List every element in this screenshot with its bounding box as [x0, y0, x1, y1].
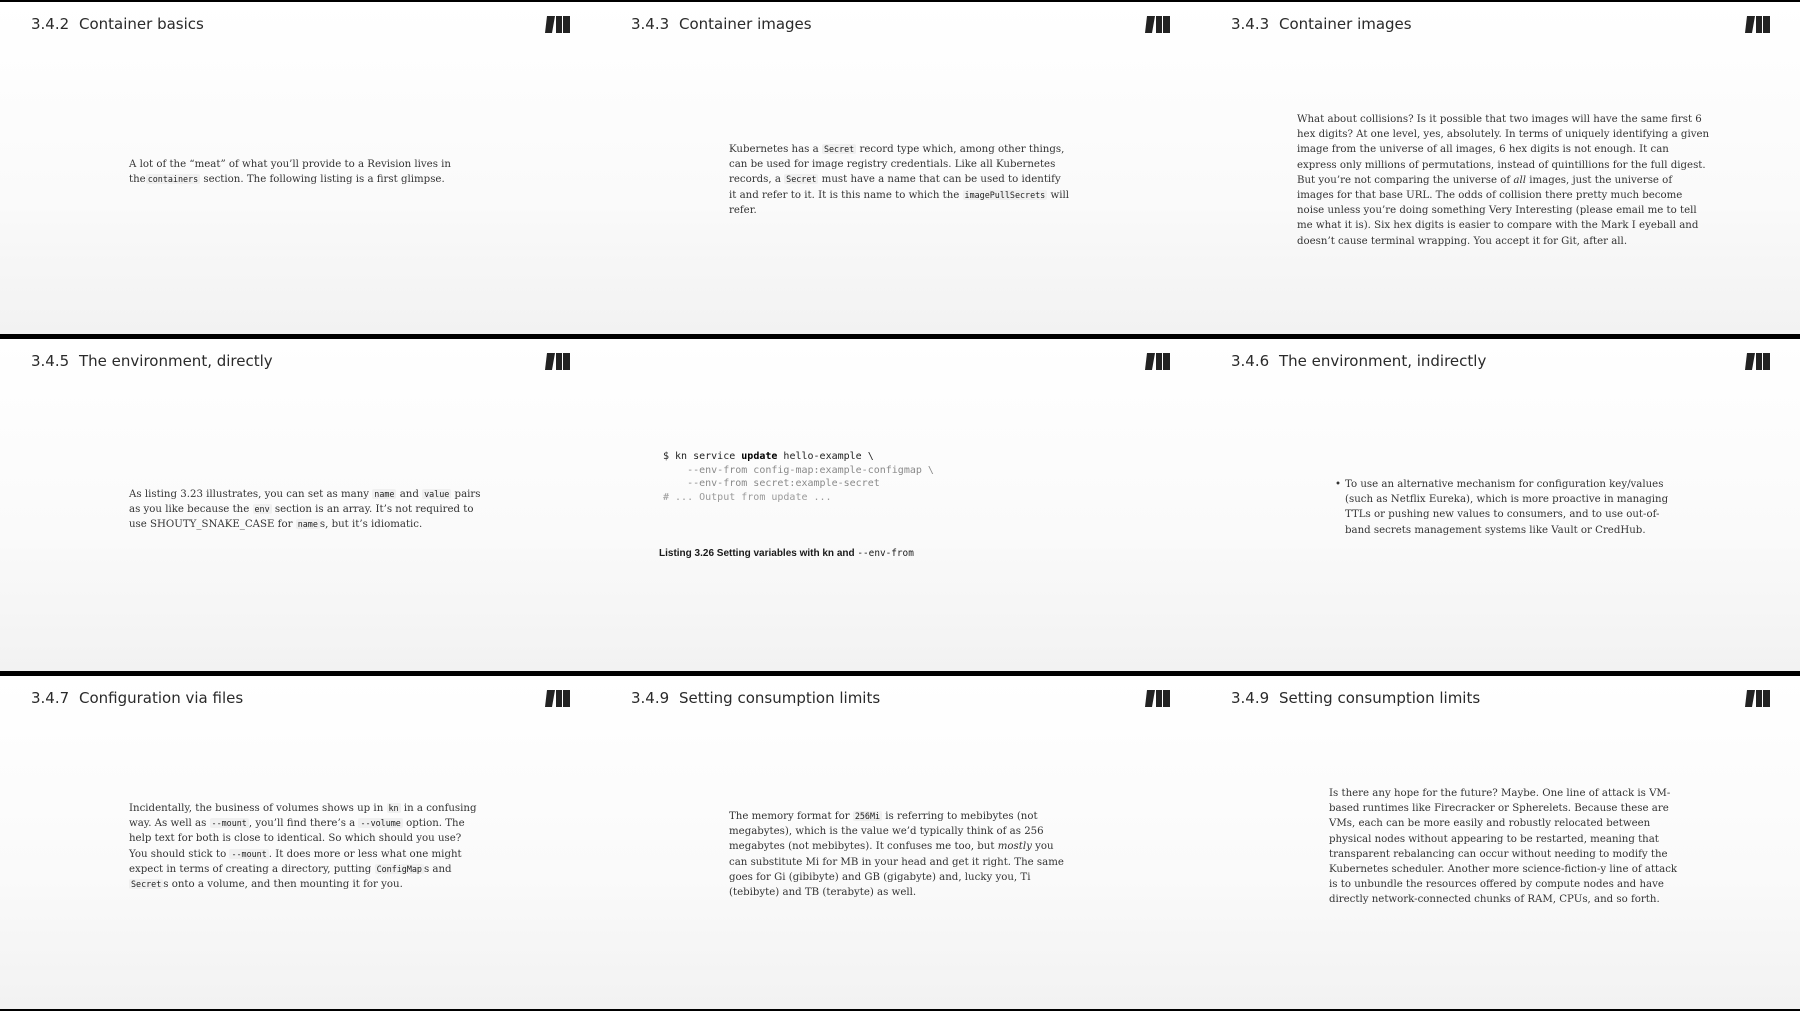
slide-panel-7: [0, 676, 600, 1009]
section-heading: [631, 689, 880, 707]
section-title: Container basics: [79, 15, 204, 33]
text-run: will refer.: [729, 189, 1069, 216]
text-run: s and: [423, 863, 452, 875]
listing-caption: [659, 548, 914, 559]
text-run: What about collisions? Is it possible that two images will have the same first 6 hex digits? At one level, yes, absolutely. In terms of uniquely identifying a given image from the universe of all images, 6 hex digits is not enough. It can express only millions of permutations, instead of quintillions for the full digest. But you’re not comparing the universe of: [1297, 114, 1710, 186]
slide-panel-5: [600, 339, 1200, 671]
code-line: --env-from config-map:example-configmap \: [663, 464, 934, 476]
text-run: . It does more or less what one might expect in terms of creating a directory, putting: [129, 848, 462, 875]
inline-code: Secret: [823, 144, 855, 154]
inline-code: Secret: [131, 879, 162, 890]
text-run: images, just the universe of images for that base URL. The odds of collision there pretty much become noise unless you’re doing something Very Interesting (please email me to tell me what it is). Six hex digits is easier to compare with the Mark I eyeball and doesn’t cause terminal wrapping. You accept it for Git, after all.: [1297, 174, 1699, 247]
book-logo-icon: [545, 15, 571, 34]
section-title: Container images: [1279, 15, 1412, 33]
section-number: 3.4.7: [31, 689, 70, 707]
section-number: 3.4.5: [31, 352, 70, 370]
text-run: The memory format for: [729, 811, 853, 822]
inline-code: name: [297, 519, 318, 530]
text-run: , you’ll find there’s a: [248, 818, 359, 830]
inline-code: name: [374, 489, 395, 499]
text-run: Incidentally, the business of volumes shows up in: [129, 803, 387, 814]
inline-code: env: [254, 504, 270, 515]
section-number: 3.4.9: [1231, 689, 1270, 707]
list-item: • To use an alternative mechanism for configuration key/values (such as Netflix Eureka), which is more proactive in managing TTLs or pushing new values to consumers, and to use out-of-band secrets management systems like Vault or CredHub.: [1345, 477, 1675, 538]
body-paragraph: [1297, 112, 1711, 249]
book-logo-icon: [1745, 352, 1771, 371]
text-run: Is there any hope for the future? Maybe. One line of attack is VM-based runtimes like Firecracker or Spherelets. Because these are VMs, each can be more easily and robustly relocated between physical nodes without appearing to be restarted, meaning that transparent rebalancing can occur without needing to modify the Kubernetes scheduler. Another more science-fiction-y line of attack is to unbundle the resources offered by compute nodes and have directly network-connected chunks of RAM, CPUs, and so forth.: [1329, 788, 1678, 906]
section-number: 3.4.6: [1231, 352, 1270, 370]
section-number: 3.4.9: [631, 689, 670, 707]
inline-code: --volume: [360, 818, 401, 829]
inline-code: value: [424, 489, 450, 499]
body-paragraph: [129, 157, 459, 187]
inline-code: 256Mi: [854, 811, 881, 821]
book-logo-icon: [1145, 352, 1171, 371]
book-logo-icon: [545, 689, 571, 708]
text-run: option. The help text for both is close to identical. So which should you use? You should stick to: [129, 818, 465, 860]
text-run: must have a name that can be used to identify it and refer to it. It is this name to which the: [729, 174, 1061, 201]
text-run: Kubernetes has a: [729, 144, 822, 155]
book-logo-icon: [1145, 15, 1171, 34]
section-heading: [31, 689, 243, 707]
text-run: s onto a volume, and then mounting it for you.: [163, 879, 403, 891]
slide-panel-4: [0, 339, 600, 671]
text-run: you can substitute Mi for MB in your head and get it right. The same goes for Gi (gibibyte) and GB (gigabyte) and, lucky you, Ti (tebibyte) and TB (terabyte) as well.: [729, 841, 1064, 899]
section-heading: [31, 352, 273, 370]
slide-panel-9: [1200, 676, 1800, 1009]
inline-code: Secret: [786, 174, 817, 185]
section-heading: [1231, 689, 1480, 707]
section-title: Configuration via files: [79, 689, 244, 707]
section-heading: [1231, 352, 1486, 370]
emphasis-text: all: [1513, 174, 1526, 186]
body-paragraph: [129, 487, 489, 533]
inline-code: --mount: [231, 848, 267, 859]
section-heading: [31, 15, 204, 33]
text-run: in a confusing way. As well as: [129, 803, 477, 830]
text-run: section. The following listing is a first glimpse.: [200, 174, 445, 186]
text-run: and: [396, 489, 423, 500]
code-line: # ... Output from update ...: [663, 491, 832, 503]
text-run: record type which, among other things, can be used for image registry credentials. Like all Kubernetes records, a: [729, 144, 1065, 186]
section-title: Container images: [679, 15, 812, 33]
inline-code: containers: [147, 174, 199, 185]
text-run: As listing 3.23 illustrates, you can set as many: [129, 489, 373, 500]
book-logo-icon: [545, 352, 571, 371]
code-line: $ kn service update hello-example \: [663, 451, 874, 462]
section-title: The environment, indirectly: [1279, 352, 1487, 370]
text-run: s, but it’s idiomatic.: [319, 519, 423, 531]
caption-code: --env-from: [857, 548, 914, 559]
inline-code: ConfigMap: [376, 863, 422, 874]
section-heading: [631, 15, 812, 33]
inline-code: --mount: [211, 818, 247, 829]
text-run: pairs as you like because the: [129, 489, 481, 516]
section-title: Setting consumption limits: [1279, 689, 1481, 707]
inline-code: kn: [388, 803, 399, 813]
book-logo-icon: [1145, 689, 1171, 708]
body-paragraph: [729, 142, 1071, 218]
slide-panel-1: [0, 2, 600, 334]
slide-panel-3: [1200, 2, 1800, 334]
text-run: section is an array. It’s not required to use SHOUTY_SNAKE_CASE for: [129, 504, 474, 531]
text-run: A lot of the “meat” of what you’ll provide to a Revision lives in the: [129, 159, 451, 186]
caption-text: Listing 3.26 Setting variables with kn and: [659, 548, 858, 559]
book-logo-icon: [1745, 689, 1771, 708]
slide-panel-8: [600, 676, 1200, 1009]
body-paragraph: [729, 809, 1074, 900]
section-number: 3.4.3: [631, 15, 670, 33]
slide-panel-2: [600, 2, 1200, 334]
body-paragraph: [1329, 786, 1679, 908]
text-run: is referring to mebibytes (not megabytes), which is the value we’d typically think of as 256 megabytes (not mebibytes). It confuses me too, but: [729, 811, 1044, 853]
section-heading: [1231, 15, 1412, 33]
section-number: 3.4.2: [31, 15, 70, 33]
book-logo-icon: [1745, 15, 1771, 34]
inline-code: imagePullSecrets: [964, 189, 1046, 200]
section-number: 3.4.3: [1231, 15, 1270, 33]
bullet-list: [1335, 477, 1675, 538]
emphasis-text: mostly: [997, 841, 1032, 853]
section-title: Setting consumption limits: [679, 689, 881, 707]
code-listing: [663, 450, 934, 504]
body-paragraph: [129, 801, 479, 892]
code-line: --env-from secret:example-secret: [663, 478, 880, 489]
section-title: The environment, directly: [79, 352, 273, 370]
slide-panel-6: [1200, 339, 1800, 671]
